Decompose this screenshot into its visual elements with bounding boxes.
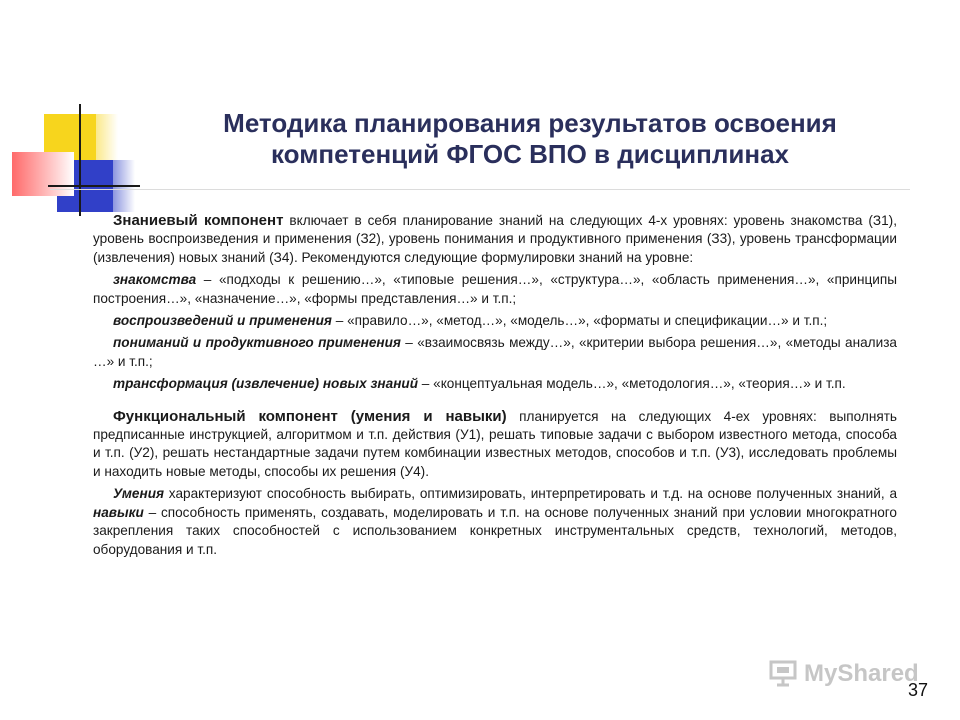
knowledge-item-term: знакомства [113, 272, 197, 288]
title-divider [50, 189, 910, 190]
slide-title [150, 108, 910, 170]
decorative-corner-graphic [0, 0, 140, 230]
vertical-line [79, 104, 81, 216]
knowledge-intro: включает в себя планирование знаний на следующих 4-х уровнях: уровень знакомства (З1), уровень воспроизведения и применения (З2), уровень понимания и продуктивного применения (З3), уровень трансформации (извлечения) новых знаний (З4). Рекомендуются следующие формулировки знаний на уровне: [93, 213, 897, 265]
myshared-watermark [768, 658, 928, 692]
knowledge-item [93, 271, 897, 308]
knowledge-paragraph [93, 212, 897, 267]
knowledge-item [93, 334, 897, 371]
skills-term: Умения [113, 486, 165, 502]
page-number: 37 [908, 680, 929, 700]
slide-title-line1: Методика планирования результатов освоения [223, 108, 837, 138]
yellow-fade [96, 114, 118, 166]
knowledge-item-term: воспроизведений и применения [113, 313, 332, 329]
knowledge-item-term: пониманий и продуктивного применения [113, 335, 401, 351]
skills-paragraph [93, 485, 897, 559]
horizontal-line [48, 185, 140, 187]
presentation-icon [768, 658, 798, 688]
skills-text: характеризуют способность выбирать, оптимизировать, интерпретировать и т.д. на основе полученных знаний, а [164, 486, 897, 502]
slide-body [93, 212, 897, 559]
knowledge-item-text: – «концептуальная модель…», «методология…», «теория…» и т.п. [418, 376, 846, 392]
slide-title-line2: компетенций ФГОС ВПО в дисциплинах [270, 139, 789, 169]
knowledge-item [93, 375, 897, 393]
knowledge-item-text: – «взаимосвязь между…», «критерии выбора решения…», «методы анализа …» и т.п.; [93, 335, 897, 369]
habits-term: навыки [93, 504, 144, 520]
knowledge-item-text: – «подходы к решению…», «типовые решения…», «структура…», «область применения…», «принципы построения…», «назначение…», «формы представления…» и т.п.; [93, 272, 897, 306]
watermark-text: MyShared [804, 660, 919, 687]
functional-intro: планируется на следующих 4-ех уровнях: выполнять предписанные инструкцией, алгоритмом и т.п. действия (У1), решать типовые задачи с выбором известного метода, способа и т.п. (У2), решать нестандартные задачи путем комбинации известных методов, способов и т.п. (У3), исследовать проблемы и находить новые методы, способы их решения (У4). [93, 408, 898, 479]
knowledge-heading: Знаниевый компонент [113, 212, 284, 229]
knowledge-item-text: – «правило…», «метод…», «модель…», «форматы и спецификации…» и т.п.; [331, 313, 828, 329]
knowledge-item [93, 312, 897, 330]
habits-text: – способность применять, создавать, моделировать и т.п. на основе полученных знаний при условии многократного закрепления таких способностей с использованием конкретных инструментальных средств, технологий, методов, оборудования и т.п. [93, 504, 897, 557]
functional-paragraph [93, 408, 897, 482]
knowledge-item-term: трансформация (извлечение) новых знаний [113, 376, 419, 392]
functional-heading: Функциональный компонент (умения и навыки) [113, 407, 507, 425]
